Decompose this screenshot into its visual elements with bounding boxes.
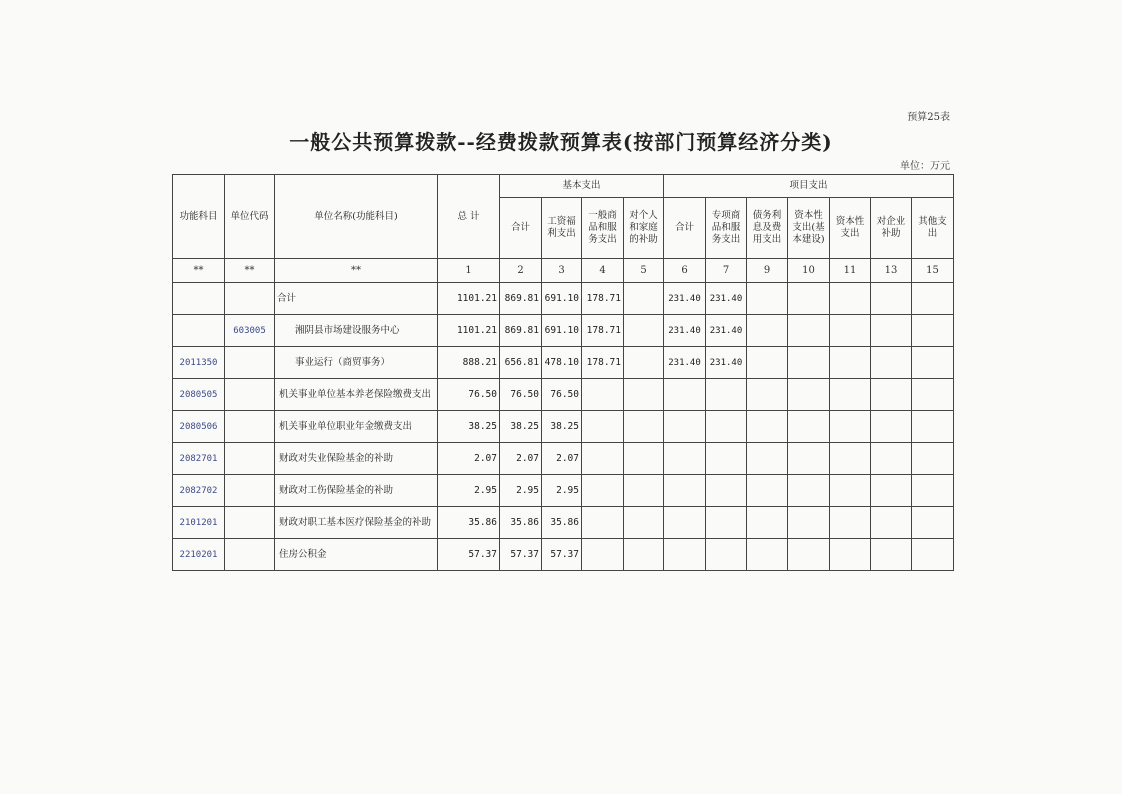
header-project-enterprise: 对企业补助 [871,198,912,259]
project-special-cell: 231.40 [706,315,747,347]
table-row [173,315,954,347]
unit-name-cell: 财政对工伤保险基金的补助 [275,475,438,507]
project-debt-cell [747,315,788,347]
header-basic-group: 基本支出 [500,175,664,198]
table-row [173,283,954,315]
project-capital-build-cell [788,443,830,475]
numbering-cell: ** [275,259,438,283]
unit-name-cell: 住房公积金 [275,539,438,571]
basic-personal-cell [624,411,664,443]
project-capital-cell [830,315,871,347]
project-capital-build-cell [788,475,830,507]
project-capital-cell [830,475,871,507]
unit-code-cell [225,539,275,571]
basic-goods-cell: 178.71 [582,347,624,379]
header-basic-personal: 对个人和家庭的补助 [624,198,664,259]
budget-table [172,174,954,571]
numbering-cell: 2 [500,259,542,283]
basic-total-cell: 35.86 [500,507,542,539]
basic-goods-cell [582,443,624,475]
header-project-capital: 资本性支出 [830,198,871,259]
project-total-cell: 231.40 [664,315,706,347]
header-total: 总 计 [438,175,500,259]
unit-name-cell: 机关事业单位职业年金缴费支出 [275,411,438,443]
unit-name-cell: 机关事业单位基本养老保险缴费支出 [275,379,438,411]
project-special-cell: 231.40 [706,347,747,379]
header-func-code: 功能科目 [173,175,225,259]
unit-name-cell: 财政对失业保险基金的补助 [275,443,438,475]
header-basic-goods: 一般商品和服务支出 [582,198,624,259]
func-code-cell: 2080505 [173,379,225,411]
numbering-cell: 6 [664,259,706,283]
project-other-cell [912,283,954,315]
numbering-cell: 9 [747,259,788,283]
project-other-cell [912,539,954,571]
project-total-cell: 231.40 [664,283,706,315]
numbering-cell: 4 [582,259,624,283]
project-capital-build-cell [788,315,830,347]
numbering-cell: ** [225,259,275,283]
unit-code-cell [225,347,275,379]
document-title: 一般公共预算拨款--经费拨款预算表(按部门预算经济分类) [289,130,833,154]
table-row [173,507,954,539]
project-special-cell [706,475,747,507]
unit-code-cell: 603005 [225,315,275,347]
project-enterprise-cell [871,379,912,411]
total-cell: 2.95 [438,475,500,507]
basic-wage-cell: 478.10 [542,347,582,379]
header-basic-total: 合计 [500,198,542,259]
project-special-cell [706,539,747,571]
basic-personal-cell [624,347,664,379]
project-special-cell: 231.40 [706,283,747,315]
project-other-cell [912,347,954,379]
basic-total-cell: 2.07 [500,443,542,475]
project-capital-build-cell [788,347,830,379]
project-enterprise-cell [871,347,912,379]
project-debt-cell [747,507,788,539]
numbering-cell: 15 [912,259,954,283]
project-total-cell [664,411,706,443]
total-cell: 35.86 [438,507,500,539]
project-capital-build-cell [788,283,830,315]
header-row-group [173,175,954,198]
table-row [173,475,954,507]
project-capital-build-cell [788,411,830,443]
numbering-cell: 1 [438,259,500,283]
project-capital-cell [830,411,871,443]
project-debt-cell [747,443,788,475]
project-total-cell [664,539,706,571]
basic-goods-cell: 178.71 [582,283,624,315]
project-capital-cell [830,347,871,379]
project-other-cell [912,411,954,443]
project-capital-cell [830,443,871,475]
project-capital-cell [830,539,871,571]
project-total-cell [664,379,706,411]
project-special-cell [706,411,747,443]
unit-code-cell [225,475,275,507]
total-cell: 2.07 [438,443,500,475]
project-other-cell [912,443,954,475]
basic-wage-cell: 35.86 [542,507,582,539]
header-project-other: 其他支出 [912,198,954,259]
basic-wage-cell: 691.10 [542,315,582,347]
basic-wage-cell: 38.25 [542,411,582,443]
basic-total-cell: 38.25 [500,411,542,443]
func-code-cell: 2082701 [173,443,225,475]
project-total-cell [664,475,706,507]
func-code-cell: 2101201 [173,507,225,539]
project-enterprise-cell [871,411,912,443]
numbering-cell: 5 [624,259,664,283]
project-debt-cell [747,539,788,571]
func-code-cell: 2082702 [173,475,225,507]
project-special-cell [706,379,747,411]
total-cell: 38.25 [438,411,500,443]
unit-name-cell: 事业运行（商贸事务） [275,347,438,379]
basic-total-cell: 57.37 [500,539,542,571]
basic-goods-cell [582,507,624,539]
basic-total-cell: 656.81 [500,347,542,379]
project-capital-cell [830,379,871,411]
unit-name-cell: 财政对职工基本医疗保险基金的补助 [275,507,438,539]
table-row [173,443,954,475]
project-debt-cell [747,411,788,443]
total-cell: 888.21 [438,347,500,379]
total-cell: 76.50 [438,379,500,411]
project-capital-cell [830,507,871,539]
project-other-cell [912,475,954,507]
basic-wage-cell: 691.10 [542,283,582,315]
basic-goods-cell [582,539,624,571]
project-special-cell [706,507,747,539]
total-cell: 1101.21 [438,315,500,347]
header-basic-wage: 工资福利支出 [542,198,582,259]
unit-code-cell [225,507,275,539]
table-row [173,379,954,411]
header-project-special: 专项商品和服务支出 [706,198,747,259]
func-code-cell: 2011350 [173,347,225,379]
numbering-cell: 7 [706,259,747,283]
unit-code-cell [225,283,275,315]
basic-personal-cell [624,379,664,411]
basic-personal-cell [624,283,664,315]
basic-personal-cell [624,475,664,507]
unit-name-cell: 湘阴县市场建设服务中心 [275,315,438,347]
basic-personal-cell [624,443,664,475]
numbering-cell: 11 [830,259,871,283]
project-total-cell [664,443,706,475]
total-cell: 1101.21 [438,283,500,315]
numbering-cell: 10 [788,259,830,283]
basic-wage-cell: 57.37 [542,539,582,571]
project-debt-cell [747,475,788,507]
project-capital-cell [830,283,871,315]
project-enterprise-cell [871,539,912,571]
project-debt-cell [747,379,788,411]
header-unit-name: 单位名称(功能科目) [275,175,438,259]
header-project-group: 项目支出 [664,175,954,198]
table-row [173,347,954,379]
func-code-cell: 2080506 [173,411,225,443]
unit-label: 单位：万元 [900,161,950,172]
project-capital-build-cell [788,539,830,571]
func-code-cell [173,315,225,347]
basic-personal-cell [624,315,664,347]
unit-name-cell: 合计 [275,283,438,315]
project-other-cell [912,379,954,411]
basic-wage-cell: 76.50 [542,379,582,411]
basic-total-cell: 869.81 [500,315,542,347]
unit-code-cell [225,379,275,411]
basic-goods-cell [582,379,624,411]
project-total-cell [664,507,706,539]
basic-wage-cell: 2.95 [542,475,582,507]
basic-total-cell: 2.95 [500,475,542,507]
header-project-capital-build: 资本性支出(基本建设) [788,198,830,259]
header-unit-code: 单位代码 [225,175,275,259]
total-cell: 57.37 [438,539,500,571]
header-project-debt: 债务利息及费用支出 [747,198,788,259]
numbering-cell: 3 [542,259,582,283]
basic-goods-cell [582,475,624,507]
project-total-cell: 231.40 [664,347,706,379]
basic-wage-cell: 2.07 [542,443,582,475]
project-enterprise-cell [871,507,912,539]
project-debt-cell [747,347,788,379]
numbering-cell: 13 [871,259,912,283]
table-number: 预算25表 [907,112,950,123]
basic-personal-cell [624,507,664,539]
basic-personal-cell [624,539,664,571]
project-enterprise-cell [871,315,912,347]
table-row [173,539,954,571]
header-project-total: 合计 [664,198,706,259]
func-code-cell: 2210201 [173,539,225,571]
project-capital-build-cell [788,379,830,411]
basic-total-cell: 869.81 [500,283,542,315]
basic-total-cell: 76.50 [500,379,542,411]
project-enterprise-cell [871,443,912,475]
unit-code-cell [225,443,275,475]
project-enterprise-cell [871,283,912,315]
unit-code-cell [225,411,275,443]
numbering-row [173,259,954,283]
project-enterprise-cell [871,475,912,507]
func-code-cell [173,283,225,315]
project-special-cell [706,443,747,475]
project-debt-cell [747,283,788,315]
project-capital-build-cell [788,507,830,539]
table-row [173,411,954,443]
numbering-cell: ** [173,259,225,283]
basic-goods-cell: 178.71 [582,315,624,347]
project-other-cell [912,507,954,539]
basic-goods-cell [582,411,624,443]
project-other-cell [912,315,954,347]
